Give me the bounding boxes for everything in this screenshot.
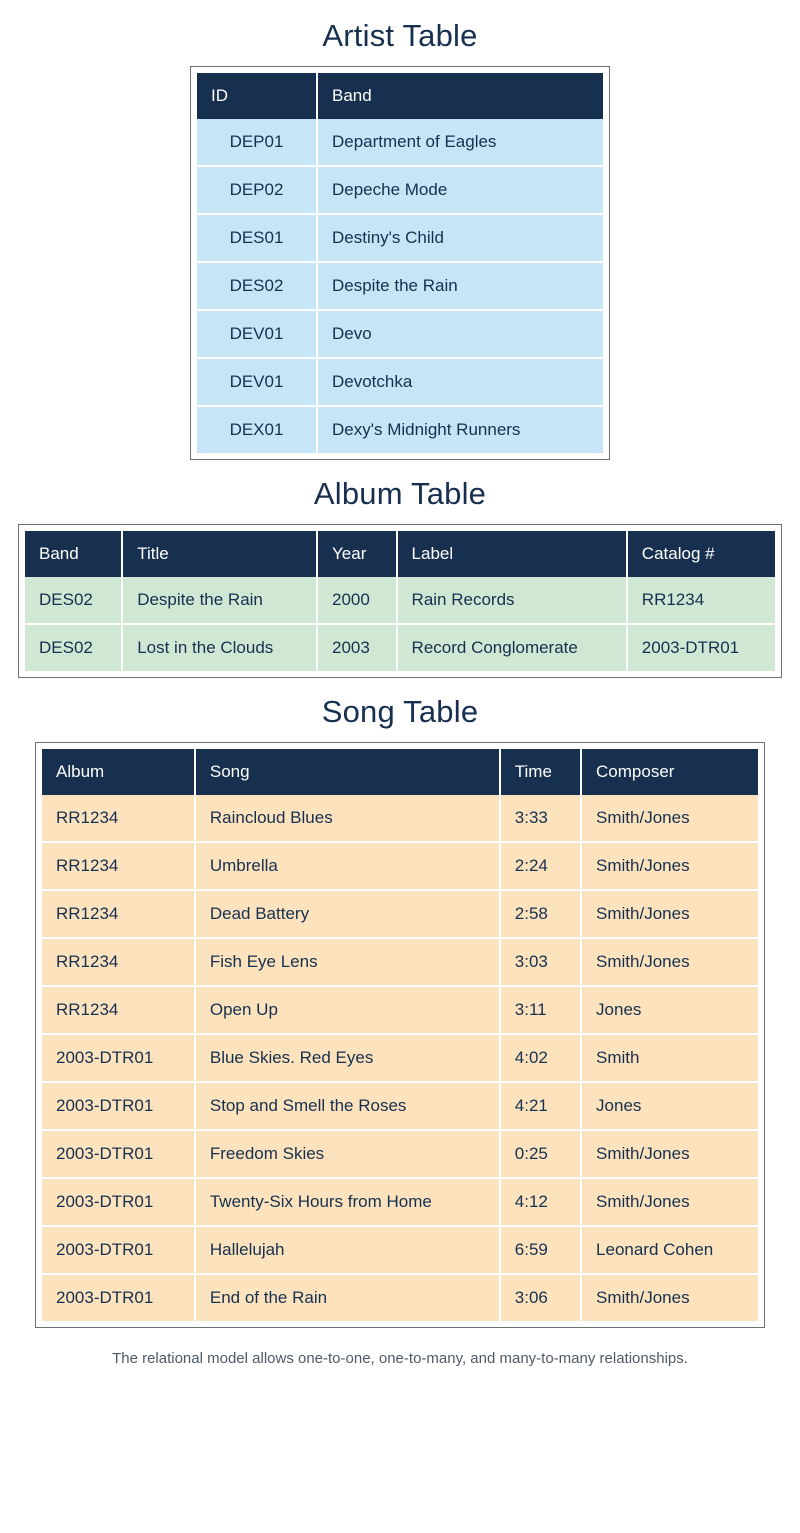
album-cell-catalog: 2003-DTR01 [627,624,775,671]
artist-cell-band: Devotchka [317,358,603,406]
song-cell-song: Fish Eye Lens [195,938,500,986]
song-cell-album: RR1234 [42,986,195,1034]
song-col-album: Album [42,749,195,795]
song-cell-album: 2003-DTR01 [42,1178,195,1226]
table-row [42,1178,758,1226]
song-cell-time: 2:58 [500,890,581,938]
figure-caption: The relational model allows one-to-one, one-to-many, and many-to-many relationships. [112,1350,688,1367]
table-row [42,1034,758,1082]
song-cell-composer: Smith/Jones [581,842,758,890]
song-cell-time: 4:12 [500,1178,581,1226]
artist-cell-id: DES02 [197,262,317,310]
song-cell-song: Open Up [195,986,500,1034]
song-cell-album: 2003-DTR01 [42,1226,195,1274]
artist-col-band: Band [317,73,603,119]
song-title-wrap [35,694,765,730]
artist-table [197,73,603,453]
artist-cell-band: Dexy's Midnight Runners [317,406,603,453]
song-cell-song: Twenty-Six Hours from Home [195,1178,500,1226]
song-cell-composer: Smith/Jones [581,1178,758,1226]
album-col-title: Title [122,531,317,577]
song-cell-composer: Jones [581,1082,758,1130]
artist-col-id: ID [197,73,317,119]
table-row [42,890,758,938]
song-col-song: Song [195,749,500,795]
artist-cell-band: Destiny's Child [317,214,603,262]
artist-table-head [197,73,603,119]
song-cell-song: Hallelujah [195,1226,500,1274]
album-table-title: Album Table [313,476,487,511]
artist-cell-id: DEV01 [197,310,317,358]
song-cell-song: Stop and Smell the Roses [195,1082,500,1130]
artist-cell-id: DES01 [197,214,317,262]
album-cell-title: Lost in the Clouds [122,624,317,671]
album-table-section [18,476,782,678]
album-col-year: Year [317,531,397,577]
album-cell-title: Despite the Rain [122,577,317,624]
song-cell-song: Blue Skies. Red Eyes [195,1034,500,1082]
table-row [197,358,603,406]
song-cell-album: RR1234 [42,938,195,986]
table-row [42,795,758,842]
table-row [197,406,603,453]
table-row [42,1274,758,1321]
song-table [42,749,758,1321]
artist-cell-band: Depeche Mode [317,166,603,214]
song-cell-composer: Smith/Jones [581,938,758,986]
song-cell-composer: Smith/Jones [581,1130,758,1178]
song-cell-time: 4:02 [500,1034,581,1082]
song-cell-composer: Smith/Jones [581,1274,758,1321]
song-cell-song: Dead Battery [195,890,500,938]
album-col-label: Label [397,531,627,577]
artist-table-body [197,119,603,453]
album-cell-year: 2003 [317,624,397,671]
song-cell-song: Freedom Skies [195,1130,500,1178]
table-row [42,986,758,1034]
album-table [25,531,775,671]
song-cell-album: RR1234 [42,842,195,890]
table-row [197,166,603,214]
album-cell-band: DES02 [25,577,122,624]
song-table-frame [35,742,765,1328]
table-row [197,214,603,262]
song-cell-time: 4:21 [500,1082,581,1130]
song-col-composer: Composer [581,749,758,795]
table-row [25,624,775,671]
table-row [25,577,775,624]
table-row [42,938,758,986]
song-cell-album: 2003-DTR01 [42,1034,195,1082]
song-table-section [35,694,765,1328]
table-row [42,1130,758,1178]
artist-table-title: Artist Table [322,18,478,53]
song-cell-album: 2003-DTR01 [42,1274,195,1321]
song-cell-composer: Smith [581,1034,758,1082]
song-col-time: Time [500,749,581,795]
song-cell-song: Raincloud Blues [195,795,500,842]
song-cell-album: RR1234 [42,890,195,938]
song-cell-composer: Leonard Cohen [581,1226,758,1274]
album-cell-year: 2000 [317,577,397,624]
song-cell-song: End of the Rain [195,1274,500,1321]
artist-cell-id: DEV01 [197,358,317,406]
song-cell-album: 2003-DTR01 [42,1130,195,1178]
song-cell-time: 3:33 [500,795,581,842]
artist-table-frame [190,66,610,460]
song-cell-time: 0:25 [500,1130,581,1178]
album-table-head [25,531,775,577]
table-header-row [197,73,603,119]
album-cell-label: Record Conglomerate [397,624,627,671]
album-col-catalog: Catalog # [627,531,775,577]
artist-cell-band: Despite the Rain [317,262,603,310]
song-cell-composer: Jones [581,986,758,1034]
song-cell-time: 6:59 [500,1226,581,1274]
album-title-wrap [18,476,782,512]
song-cell-time: 3:11 [500,986,581,1034]
song-table-body [42,795,758,1321]
table-header-row [42,749,758,795]
song-cell-time: 2:24 [500,842,581,890]
table-row [197,310,603,358]
album-table-frame [18,524,782,678]
artist-cell-id: DEX01 [197,406,317,453]
album-cell-catalog: RR1234 [627,577,775,624]
song-cell-composer: Smith/Jones [581,890,758,938]
song-cell-album: 2003-DTR01 [42,1082,195,1130]
song-cell-song: Umbrella [195,842,500,890]
artist-cell-id: DEP02 [197,166,317,214]
song-table-title: Song Table [321,694,479,729]
table-header-row [25,531,775,577]
song-cell-composer: Smith/Jones [581,795,758,842]
song-cell-time: 3:03 [500,938,581,986]
album-table-body [25,577,775,671]
artist-cell-id: DEP01 [197,119,317,166]
song-table-head [42,749,758,795]
table-row [42,842,758,890]
album-cell-band: DES02 [25,624,122,671]
song-cell-time: 3:06 [500,1274,581,1321]
artist-cell-band: Department of Eagles [317,119,603,166]
album-cell-label: Rain Records [397,577,627,624]
table-row [197,262,603,310]
table-row [42,1082,758,1130]
table-row [42,1226,758,1274]
album-col-band: Band [25,531,122,577]
table-row [197,119,603,166]
artist-title-wrap [190,18,610,54]
artist-table-section [190,18,610,460]
song-cell-album: RR1234 [42,795,195,842]
artist-cell-band: Devo [317,310,603,358]
